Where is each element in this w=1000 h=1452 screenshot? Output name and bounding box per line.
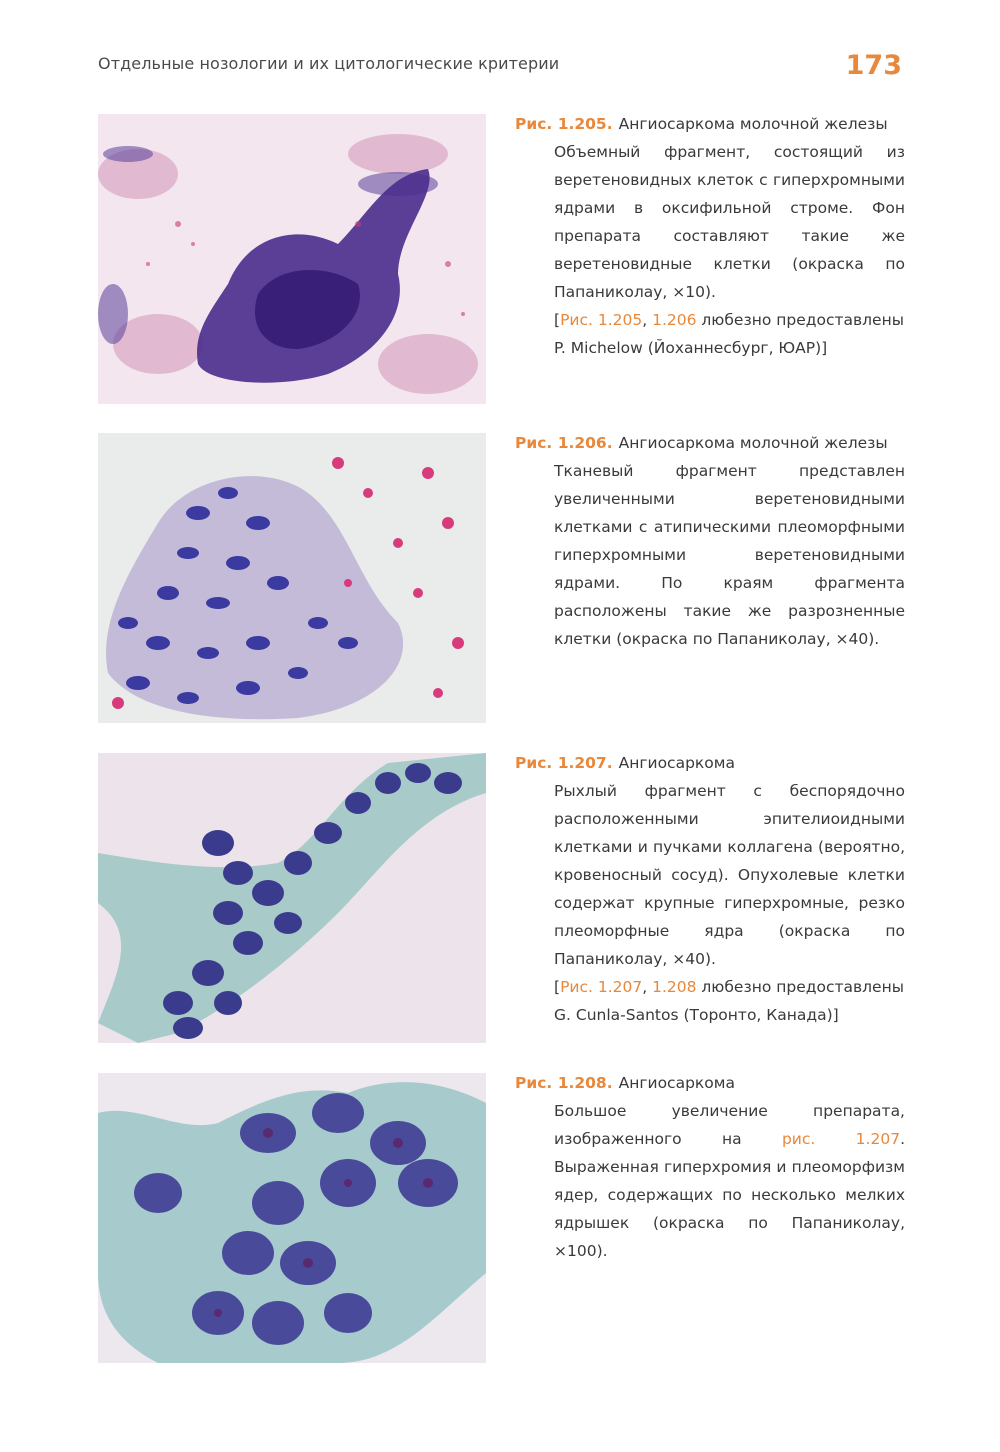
- figure-reference-link: Рис. 1.207: [560, 978, 643, 996]
- caption-body: Объемный фрагмент, состоящий из веретеновидных клеток с гиперхромными ядрами в оксифильной строме. Фон препарата составляют такие же веретеновидные клетки (окраска по Папаниколау, ×10).: [554, 143, 905, 301]
- figure-image-1-207: [98, 753, 486, 1043]
- page-number: 173: [845, 50, 902, 81]
- figure-label: Рис. 1.206.: [515, 434, 613, 452]
- micrograph-1-207: [98, 753, 486, 1043]
- figure-label: Рис. 1.205.: [515, 115, 613, 133]
- micrograph-1-205: [98, 114, 486, 404]
- caption-body: Рыхлый фрагмент с беспорядочно расположенными эпителиоидными клетками и пучками коллагена (вероятно, кровеносный сосуд). Опухолевые клетки содержат крупные гиперхромные, резко плеоморфные ядра (окраска по Папаниколау, ×40).: [554, 782, 905, 968]
- caption-credit: [Рис. 1.205, 1.206 любезно предоставлены P. Michelow (Йоханнесбург, ЮАР)]: [554, 311, 904, 357]
- figure-reference-link: 1.206: [652, 311, 697, 329]
- figure-image-1-205: [98, 114, 486, 404]
- figure-title: Ангиосаркома молочной железы: [618, 434, 888, 452]
- figure-label: Рис. 1.208.: [515, 1074, 613, 1092]
- caption-heading: [515, 749, 905, 777]
- figure-title: Ангиосаркома: [618, 754, 735, 772]
- caption-heading: [515, 110, 905, 138]
- caption-1-205: [515, 110, 905, 362]
- caption-1-206: [515, 429, 905, 653]
- figure-reference-link: Рис. 1.205: [560, 311, 643, 329]
- figure-label: Рис. 1.207.: [515, 754, 613, 772]
- caption-credit: [Рис. 1.207, 1.208 любезно предоставлены G. Cunla-Santos (Торонто, Канада)]: [554, 978, 904, 1024]
- figure-title: Ангиосаркома молочной железы: [618, 115, 888, 133]
- micrograph-1-208: [98, 1073, 486, 1363]
- caption-heading: [515, 1069, 905, 1097]
- caption-heading: [515, 429, 905, 457]
- running-header-title: Отдельные нозологии и их цитологические критерии: [98, 54, 560, 73]
- caption-1-208: [515, 1069, 905, 1265]
- figure-reference-link: 1.208: [652, 978, 697, 996]
- figure-title: Ангиосаркома: [618, 1074, 735, 1092]
- caption-1-207: [515, 749, 905, 1029]
- figure-image-1-208: [98, 1073, 486, 1363]
- caption-body: Большое увеличение препарата, изображенного на рис. 1.207. Выраженная гиперхромия и плеоморфизм ядер, содержащих по несколько мелких ядрышек (окраска по Папаниколау, ×100).: [554, 1102, 905, 1260]
- micrograph-1-206: [98, 433, 486, 723]
- figure-image-1-206: [98, 433, 486, 723]
- figure-reference-link: рис. 1.207: [781, 1130, 901, 1148]
- caption-body: Тканевый фрагмент представлен увеличенными веретеновидными клетками с атипическими плеоморфными гиперхромными веретеновидными ядрами. По краям фрагмента расположены такие же разрозненные клетки (окраска по Папаниколау, ×40).: [554, 462, 905, 648]
